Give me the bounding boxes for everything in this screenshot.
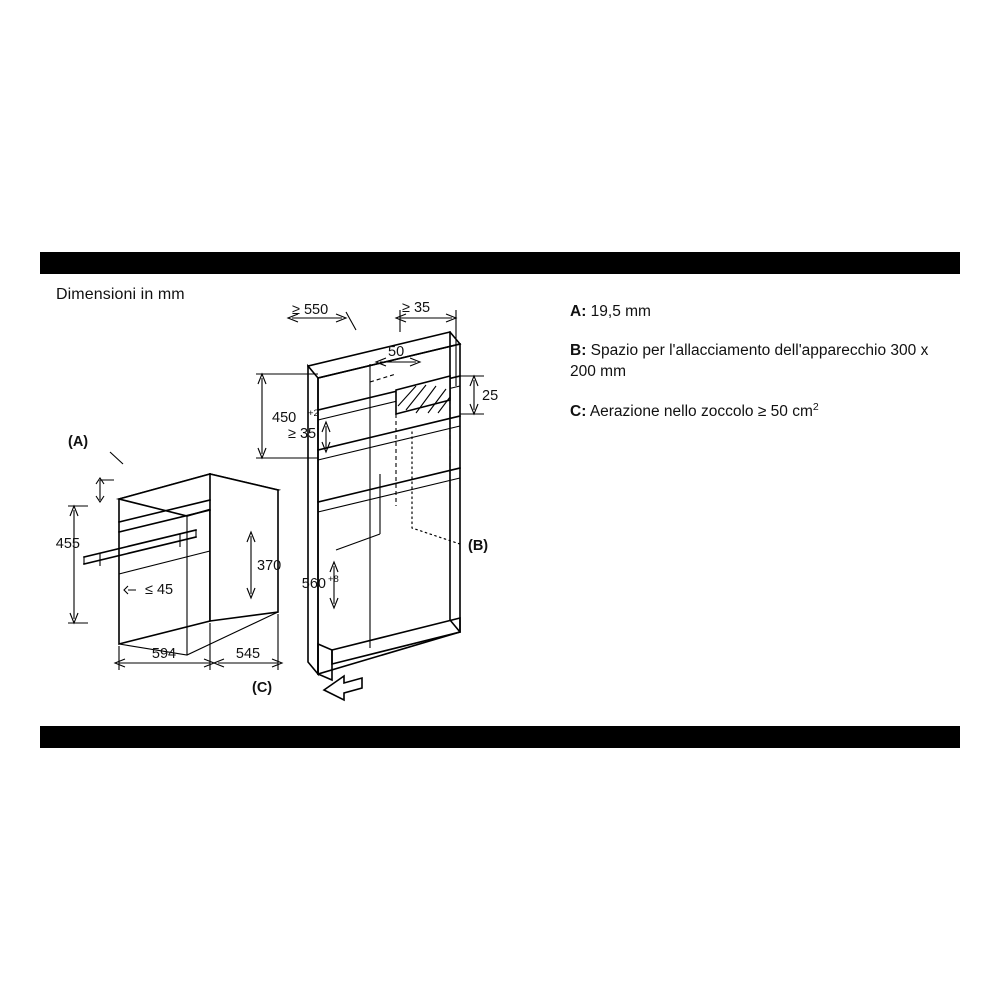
- cabinet-top-panel: [308, 332, 460, 378]
- dim-35-mid-label: ≥ 35: [288, 426, 317, 442]
- legend-key-a: A:: [570, 303, 587, 320]
- dim-450-label: 450: [272, 410, 297, 426]
- cabinet-drawing: [252, 300, 498, 700]
- dim-25-label: 25: [482, 388, 499, 404]
- cabinet-plinth-face: [332, 618, 460, 664]
- appliance-drawing: [56, 434, 282, 670]
- marker-b-label: (B): [468, 538, 489, 554]
- technical-drawing: [40, 274, 960, 726]
- cabinet-plinth-left: [318, 644, 332, 680]
- legend-text-c: Aerazione nello zoccolo ≥ 50 cm: [589, 403, 813, 421]
- dim-594-label: 594: [151, 646, 177, 662]
- dim-50-label: 50: [388, 344, 405, 360]
- dim-370-label: 370: [257, 558, 282, 574]
- dim-560-label: 560: [301, 576, 326, 592]
- cabinet-niche-floor-front: [318, 468, 460, 502]
- dim-560-superscript: +8: [328, 574, 339, 585]
- marker-a-dim-bracket: [100, 480, 114, 500]
- dim-door-depth-label: ≤ 45: [145, 582, 174, 598]
- appliance-marker-a-label: (A): [68, 434, 89, 450]
- cabinet-niche-floor-thickness: [318, 478, 460, 512]
- bottom-letterbox-bar: [40, 726, 960, 748]
- legend-text-a: 19,5 mm: [590, 303, 651, 320]
- dim-545-label: 545: [235, 646, 261, 662]
- cabinet-shelf-mid-front: [318, 416, 460, 450]
- cabinet-shelf-mid-thickness: [318, 426, 460, 460]
- dim-560-leader: [336, 474, 380, 550]
- dim-450-superscript: +2: [308, 408, 319, 419]
- legend-key-c: C:: [570, 403, 587, 421]
- legend-text-b: Spazio per l'allacciamento dell'apparecchio 300 x 200 mm: [570, 341, 929, 380]
- marker-a-leader: [110, 452, 123, 464]
- diagram-canvas: [40, 274, 960, 726]
- legend-text-c-superscript: 2: [812, 401, 819, 414]
- marker-c-label: (C): [252, 680, 273, 696]
- dim-550-ext-line: [346, 312, 356, 330]
- legend-key-b: B:: [570, 341, 587, 359]
- shelf-dashed-guide: [370, 374, 396, 382]
- top-letterbox-bar: [40, 252, 960, 274]
- dim-550-label: ≥ 550: [292, 302, 329, 318]
- page-title: Dimensioni in mm: [56, 286, 185, 303]
- dim-35-top-label: ≥ 35: [402, 300, 431, 316]
- appliance-side-face: [210, 474, 278, 621]
- dim-455-label: 455: [55, 536, 80, 552]
